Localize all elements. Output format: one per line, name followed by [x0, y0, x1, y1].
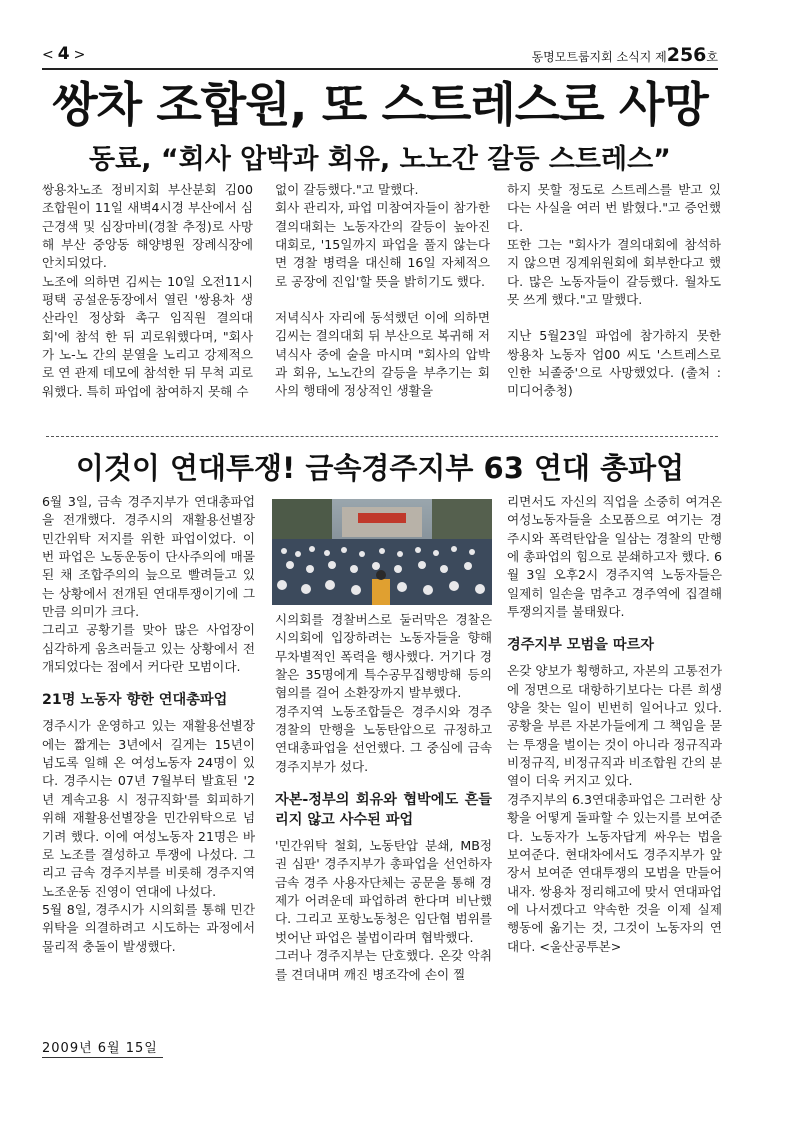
paragraph: '민간위탁 철회, 노동탄압 분쇄, MB정권 심판' 경주지부가 총파업을 선언하자 금속 경주 사용자단체는 공문을 통해 경제가 어려운데 파업하려 한다며 비난했다. 그리고 포항노동청은 임단협 범위를 벗어난 파업은 불법이라며 협박했다. [275, 838, 492, 945]
paragraph: 5월 8일, 경주시가 시의회를 통해 민간위탁을 의결하려고 시도하는 과정에서 물리적 충돌이 발생했다. [42, 901, 255, 954]
paragraph: 6월 3일, 금속 경주지부가 연대총파업을 전개했다. 경주시의 재활용선별장 민간위탁 저지를 위한 파업이었다. 이번 파업은 노동운동이 단사주의에 매몰된 채 조합주의의 늪으로 빨려들고 있는 상황에서 전개된 연대투쟁이기에 그만큼 의미가 크다. [42, 494, 255, 620]
paragraph: 노조에 의하면 김씨는 10일 오전11시 평택 공설운동장에서 열린 '쌍용차 생산라인 정상화 촉구 임직원 결의대회'에 참석 한 뒤 괴로워했다며, "회사가 노-노 간의 분열을 노리고 강제적으로 연 관제 데모에 참석한 뒤 무척 괴로워했다. 특히 파업에 참여하지 못해 수 [42, 273, 253, 399]
paragraph: 경주지역 노동조합들은 경주시와 경주경찰의 만행을 노동탄압으로 규정하고 연대총파업을 선언했다. 그 중심에 금속 경주지부가 섰다. [275, 703, 492, 774]
publication-name: 동명모트룹지회 소식지 제 [531, 50, 667, 64]
paragraph: 하지 못할 정도로 스트레스를 받고 있다는 사실을 여러 번 밝혔다."고 증언했다. [507, 182, 721, 234]
article2-column-2 [275, 611, 492, 984]
page-number-suffix: > [73, 47, 87, 63]
paragraph: 그리고 공황기를 맞아 많은 사업장이 심각하게 움츠러들고 있는 상황에서 전개되었다는 점에서 커다란 모범이다. [42, 622, 255, 675]
footer-date: 2009년 6월 15일 [42, 1041, 158, 1056]
issue-number: 256 [666, 44, 707, 66]
article1-column-3 [507, 181, 721, 401]
paragraph: 리면서도 자신의 직업을 소중히 여겨온 여성노동자들을 소모품으로 여기는 경주시와 폭력탄압을 일삼는 경찰의 만행에 총파업의 힘으로 분쇄하고자 했다. 6월 3일 오후2시 경주지역 노동자들은 일제히 일손을 멈추고 경주역에 집결해 투쟁의지를 불태웠다. [507, 494, 722, 620]
page-number-value: 4 [57, 44, 71, 64]
paragraph: 없이 갈등했다."고 말했다. [275, 182, 419, 197]
paragraph: 쌍용차노조 정비지회 부산분회 김00 조합원이 11일 새벽4시경 부산에서 심근경색 및 심장마비(경찰 추정)로 사망해 부산 중앙동 해양병원 장례식장에 안치되었다. [42, 182, 253, 271]
footer-rule [42, 1057, 163, 1058]
rally-photo [272, 499, 492, 605]
paragraph: 시의회를 경찰버스로 둘러막은 경찰은 시의회에 입장하려는 노동자들을 향해 무차별적인 폭력을 행사했다. 거기다 경찰은 35명에게 특수공무집행방해 등의 혐의를 걸어 소환장까지 발부했다. [275, 612, 492, 701]
page-number-prefix: < [42, 47, 55, 63]
article1-column-1 [42, 181, 253, 401]
section-divider [46, 436, 718, 437]
article2-column-1 [42, 493, 255, 956]
article1-column-2 [275, 181, 490, 401]
paragraph: 저녁식사 자리에 동석했던 이에 의하면 김씨는 결의대회 뒤 부산으로 복귀해 저녁식사 중에 술을 마시며 "회사의 압박과 회유, 노노간의 갈등을 부추기는 회사의 행태에 정상적인 생활을 [275, 310, 490, 399]
issue-label [532, 44, 718, 66]
page-number [42, 44, 86, 64]
rally-photo-image [272, 499, 492, 605]
paragraph: 경주시가 운영하고 있는 재활용선별장에는 짧게는 3년에서 길게는 15년이 넘도록 일해 온 여성노동자 24명이 있다. 경주시는 07년 7월부터 발효된 '2년 계속고용 시 정규직화'를 회피하기 위해 재활용선별장을 민간위탁으로 넘기려 했다. 이에 여성노동자 21명은 바로 노조를 결성하고 투쟁에 나섰다. 그리고 금속 경주지부를 비롯해 경주지역 노조운동 진영이 연대에 나섰다. [42, 718, 255, 899]
issue-suffix: 호 [706, 50, 718, 64]
page-header [42, 44, 718, 66]
paragraph: 또한 그는 "회사가 결의대회에 참석하지 않으면 징계위원회에 회부한다고 했다. 많은 노동자들이 갈등했다. 월차도 못 쓰게 했다."고 말했다. [507, 237, 721, 308]
paragraph: 경주지부의 6.3연대총파업은 그러한 상황을 어떻게 돌파할 수 있는지를 보여준다. 노동자가 노동자답게 싸우는 법을 보여준다. 현대차에서도 경주지부가 앞장서 보여준 연대투쟁의 모범을 만들어내자. 쌍용차 정리해고에 맞서 연대파업에 나서겠다고 약속한 것을 이제 실제 행동에 옮기는 것, 그것이 노동자의 연대다. <울산공투본> [507, 791, 722, 954]
paragraph: 지난 5월23일 파업에 참가하지 못한 쌍용차 노동자 엄00 씨도 '스트레스로 인한 뇌졸중'으로 사망했었다. (출처 : 미디어충청) [507, 328, 721, 399]
header-rule [42, 68, 718, 70]
subheading: 경주지부 모범을 따르자 [507, 637, 654, 654]
article1-subtitle: 동료, “회사 압박과 회유, 노노간 갈등 스트레스” [89, 144, 671, 175]
article2-column-3 [507, 493, 722, 956]
paragraph: 온갖 양보가 횡행하고, 자본의 고통전가에 정면으로 대항하기보다는 다른 희생양을 찾는 일이 빈번히 일어나고 있다. 공황을 부른 자본가들에게 그 책임을 묻는 투쟁을 벌이는 것이 아니라 정규직과 비정규직, 비정규직과 비조합원 간의 분열이 더욱 커지고 있다. [507, 663, 722, 789]
paragraph: 그러나 경주지부는 단호했다. 온갖 악취를 견뎌내며 깨진 병조각에 손이 찔 [275, 948, 492, 982]
article1-title: 쌍차 조합원, 또 스트레스로 사망 [52, 78, 708, 133]
subheading: 21명 노동자 향한 연대총파업 [42, 692, 228, 709]
article2-title: 이것이 연대투쟁! 금속경주지부 63 연대 총파업 [75, 451, 685, 485]
subheading: 자본-정부의 회유와 협박에도 흔들리지 않고 사수된 파업 [275, 792, 492, 829]
paragraph: 회사 관리자, 파업 미참여자들이 참가한 결의대회는 노동자간의 갈등이 높아진 대회로, '15일까지 파업을 풀지 않는다면 경찰 병력을 대신해 16일 자체적으로 공장에 진입'할 뜻을 밝히기도 했다. [275, 200, 490, 289]
